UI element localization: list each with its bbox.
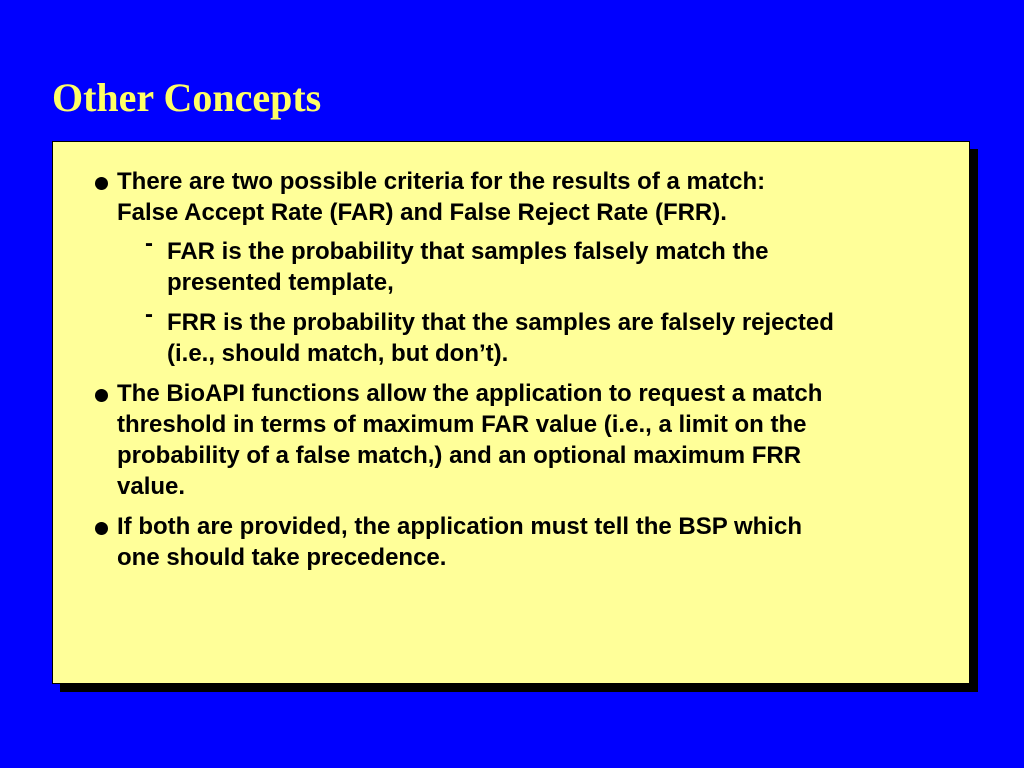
bullet-text-line: probability of a false match,) and an optional maximum FRR bbox=[117, 442, 802, 469]
bullet-item-criteria bbox=[117, 166, 967, 228]
sub-item-text-line: FAR is the probability that samples falsely match the bbox=[167, 238, 769, 265]
sub-item-text-line: presented template, bbox=[167, 269, 394, 296]
content-box bbox=[52, 141, 970, 684]
bullet-text-line: threshold in terms of maximum FAR value (i.e., a limit on the bbox=[117, 411, 807, 438]
bullet-text-line: False Accept Rate (FAR) and False Reject Rate (FRR). bbox=[117, 199, 727, 226]
bullet-text-line: There are two possible criteria for the results of a match: bbox=[117, 168, 766, 195]
bullet-text-line: If both are provided, the application must tell the BSP which bbox=[117, 513, 802, 540]
bullet-text-line: The BioAPI functions allow the application to request a match bbox=[117, 380, 823, 407]
sub-item-frr bbox=[145, 301, 967, 369]
sub-item-text-line: (i.e., should match, but don’t). bbox=[167, 340, 509, 367]
sub-item-text-line: FRR is the probability that the samples are falsely rejected bbox=[167, 309, 834, 336]
bullet-item-bioapi bbox=[117, 378, 967, 502]
bullet-dot-icon bbox=[95, 522, 108, 535]
sub-item-far bbox=[145, 230, 967, 298]
bullet-dot-icon bbox=[95, 177, 108, 190]
bullet-text-line: value. bbox=[117, 473, 186, 500]
bullet-text-line: one should take precedence. bbox=[117, 544, 447, 571]
dash-marker-icon: - bbox=[145, 301, 153, 328]
slide-title: Other Concepts bbox=[52, 75, 322, 120]
dash-marker-icon: - bbox=[145, 230, 153, 257]
bullet-dot-icon bbox=[95, 389, 108, 402]
bullet-item-precedence bbox=[117, 511, 967, 573]
